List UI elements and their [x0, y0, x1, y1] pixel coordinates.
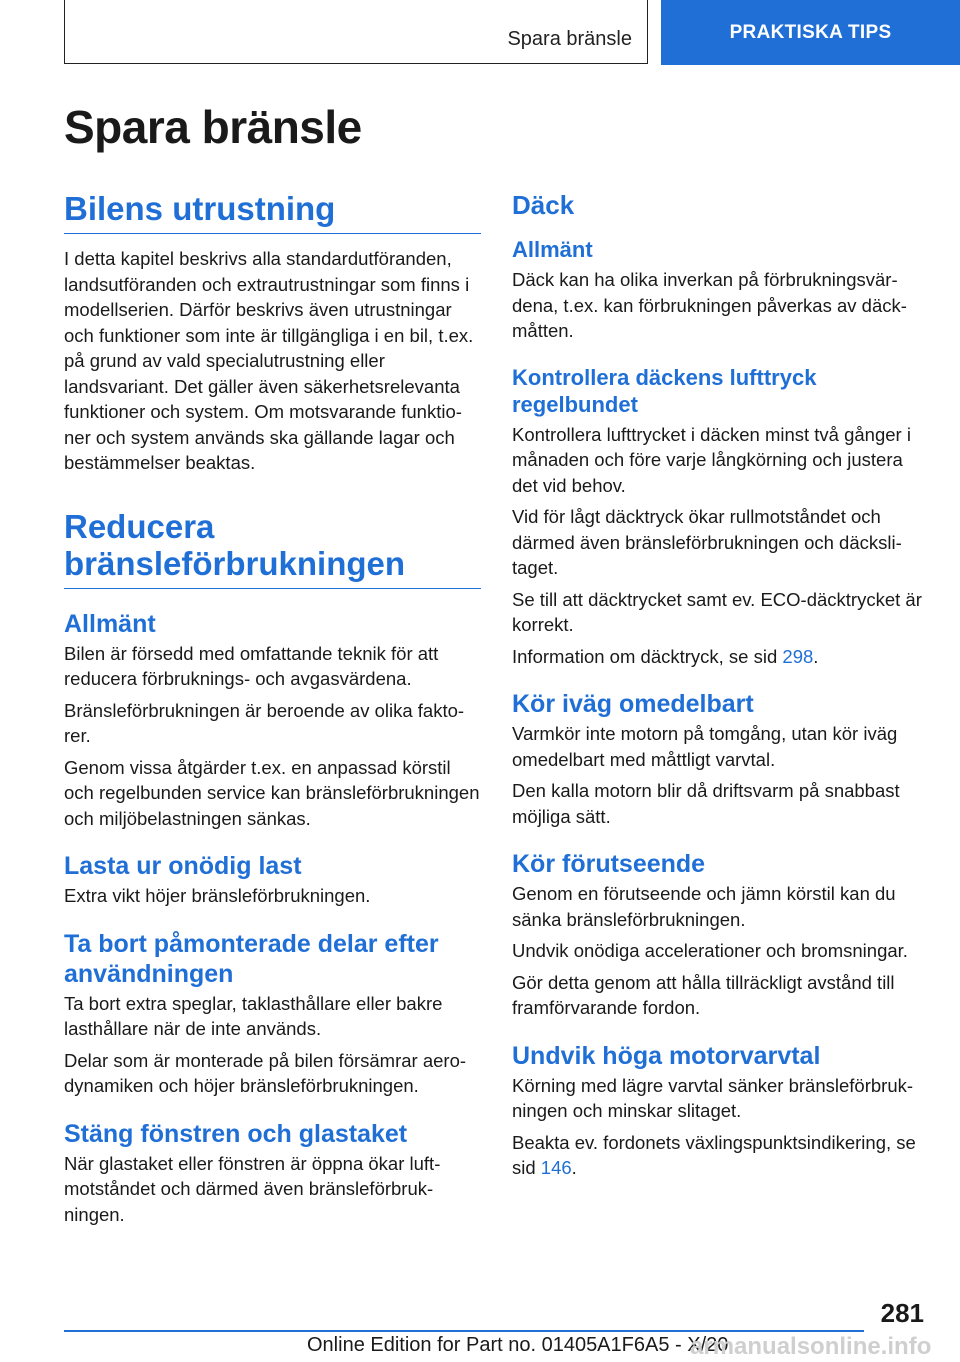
- paragraph: Bränsleförbrukningen är beroende av olika faktorer.: [64, 699, 465, 746]
- text: Information om däcktryck, se sid: [512, 645, 783, 667]
- paragraph: Genom vissa åtgärder t.ex. en anpassad körstil och regelbunden service kan bränsleförbrukningen och miljöbelastningen sänkas.: [64, 756, 480, 829]
- paragraph: Kontrollera lufttrycket i däcken minst två gånger i månaden och före varje långkörning och justera det vid behov.: [512, 423, 911, 496]
- heading-lasta: Lasta ur onödig last: [64, 852, 302, 880]
- left-column: [64, 190, 481, 1233]
- right-column: [512, 190, 928, 1187]
- paragraph: Däck kan ha olika inverkan på förbrukningsvärdena, t.ex. kan förbrukningen påverkas av däckmåtten.: [512, 269, 907, 341]
- paragraph: Bilen är försedd med omfattande teknik för att reducera förbruknings- och avgasvärdena.: [64, 642, 439, 689]
- heading-undvik: Undvik höga motorvarvtal: [512, 1041, 821, 1070]
- heading-dack: Däck: [512, 190, 575, 220]
- heading-kor-ivag: Kör iväg omedelbart: [512, 690, 754, 718]
- header-chapter-tab[interactable]: PRAKTISKA TIPS: [661, 0, 960, 65]
- watermark-logo: armanualsonline.info: [690, 1333, 932, 1360]
- paragraph-shift-ref: [512, 1130, 928, 1181]
- header-section-title: Spara bränsle: [507, 28, 632, 50]
- paragraph: Undvik onödiga accelerationer och bromsningar.: [512, 940, 908, 961]
- heading-reducera: Reducera bränsleförbrukningen: [64, 508, 481, 589]
- footer-edition-text: Online Edition for Part no. 01405A1F6A5 - X/20: [307, 1334, 729, 1356]
- paragraph: Delar som är monterade på bilen försämrar aerodynamiken och höjer bränsleförbrukningen.: [64, 1049, 467, 1096]
- text: Beakta ev. fordonets växlingspunktsindikering, se sid: [512, 1131, 916, 1178]
- text: .: [813, 645, 819, 667]
- text: .: [571, 1157, 577, 1178]
- paragraph: Se till att däcktrycket samt ev. ECO-däcktrycket är korrekt.: [512, 588, 922, 635]
- page-title: Spara bränsle: [64, 101, 362, 153]
- heading-allmant-right: Allmänt: [512, 237, 593, 262]
- paragraph-bilens-body: I detta kapitel beskrivs alla standardutföranden, landsutföranden och extrautrustningar som finns i modellserien. Därför beskrivs även utrustningar och funktioner som inte är tillgängliga i en bil, t.ex. på grund av vald specialutrustning eller landsvariant. Det gäller även säkerhetsrelevanta funktioner och system. Om motsvarande funktioner och system används ska gällande lagar och bestämmelser beaktas.: [64, 248, 474, 473]
- paragraph: Den kalla motorn blir då driftsvarm på snabbast möjliga sätt.: [512, 780, 900, 827]
- paragraph: När glastaket eller fönstren är öppna ökar luftmotståndet och därmed även bränsleförbrukningen.: [64, 1152, 441, 1225]
- heading-ta-bort: Ta bort påmonterade delar efter användningen: [64, 929, 439, 988]
- page-number: 281: [880, 1298, 924, 1328]
- paragraph: Gör detta genom att hålla tillräckligt avstånd till framförvarande fordon.: [512, 971, 895, 1018]
- heading-allmant-left: Allmänt: [64, 609, 156, 638]
- paragraph: Extra vikt höjer bränsleförbrukningen.: [64, 885, 371, 906]
- footer-divider: [64, 1330, 864, 1332]
- paragraph: Genom en förutseende och jämn körstil kan du sänka bränsleförbrukningen.: [512, 883, 896, 930]
- heading-kontrollera: Kontrollera däckens lufttryck regelbundet: [512, 364, 817, 417]
- paragraph: Ta bort extra speglar, taklasthållare eller bakre lasthållare när de inte används.: [64, 992, 443, 1039]
- page-link-146[interactable]: 146: [540, 1157, 572, 1178]
- paragraph: Vid för lågt däcktryck ökar rullmotståndet och därmed även bränsleförbrukningen och däckslitaget.: [512, 506, 902, 578]
- paragraph-tire-pressure-ref: [512, 644, 928, 670]
- heading-bilens-utrustning: Bilens utrustning: [64, 190, 481, 234]
- paragraph: Varmkör inte motorn på tomgång, utan kör iväg omedelbart med måttligt varvtal.: [512, 723, 898, 770]
- heading-kor-forutseende: Kör förutseende: [512, 850, 706, 878]
- page-link-298[interactable]: 298: [782, 645, 814, 667]
- paragraph: Körning med lägre varvtal sänker bränsleförbrukningen och minskar slitaget.: [512, 1074, 914, 1121]
- heading-stang: Stäng fönstren och glastaket: [64, 1119, 408, 1148]
